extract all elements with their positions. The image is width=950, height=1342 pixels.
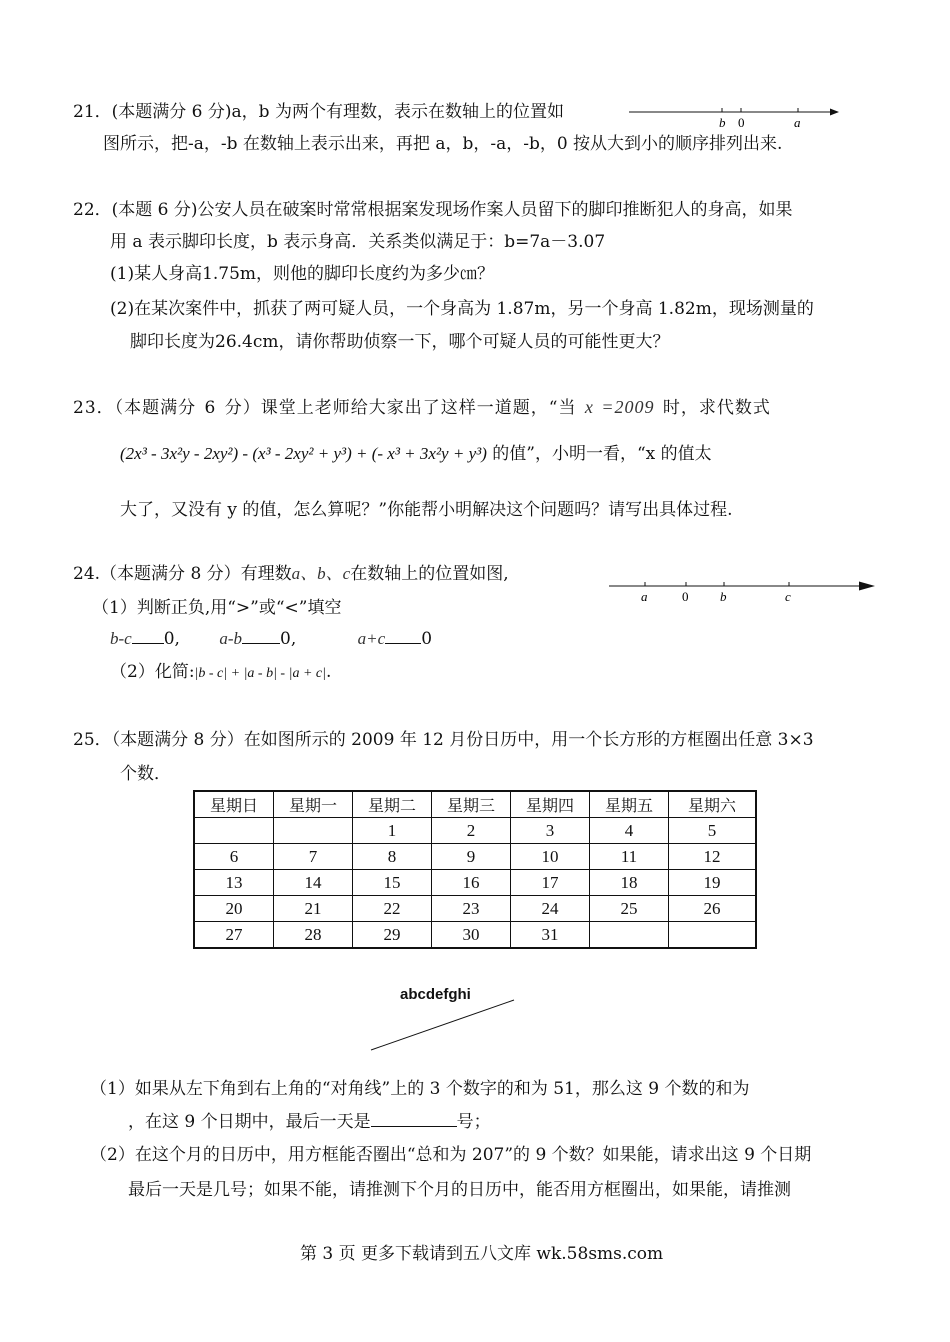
q25-figure-label: abcdefghi — [400, 986, 471, 1003]
q24-blank-3[interactable] — [385, 627, 421, 644]
q25-sub1-line1: （1）如果从左下角到右上角的“对角线”上的 3 个数字的和为 51，那么这 9 个数的和为 — [90, 1079, 750, 1099]
calendar-cell: 20 — [194, 896, 274, 922]
q23-line2 — [120, 442, 712, 466]
calendar-cell: 14 — [274, 870, 353, 896]
calendar-row — [194, 870, 756, 896]
q24-axis-label-0: 0 — [682, 589, 689, 604]
calendar-cell: 27 — [194, 922, 274, 949]
q24-vars: a、b、c — [291, 564, 351, 583]
calendar-cell: 9 — [432, 844, 511, 870]
q24-text-a: 24.（本题满分 8 分）有理数 — [73, 564, 292, 584]
q21-axis-label-b: b — [719, 115, 726, 130]
calendar-cell: 5 — [669, 818, 757, 844]
calendar-cell: 29 — [353, 922, 432, 949]
calendar-row — [194, 896, 756, 922]
q21-axis-label-a: a — [794, 115, 801, 130]
q24-axis-label-c: c — [785, 589, 791, 604]
calendar-header-cell: 星期三 — [432, 791, 511, 818]
q25-sub2-line1: （2）在这个月的日历中，用方框能否圈出“总和为 207”的 9 个数？如果能，请求出这 9 个日期 — [90, 1145, 812, 1165]
calendar-header-row — [194, 791, 756, 818]
q23-text-a: 23．（本题满分 6 分）课堂上老师给大家出了这样一道题，“当 — [73, 398, 577, 418]
calendar-cell: 19 — [669, 870, 757, 896]
calendar-header-cell: 星期四 — [511, 791, 590, 818]
calendar-cell: 10 — [511, 844, 590, 870]
q24-zero-1: 0, — [163, 629, 180, 649]
calendar-table — [193, 790, 757, 949]
calendar-cell: 11 — [590, 844, 669, 870]
q22-line2: 用 a 表示脚印长度，b 表示身高．关系类似满足于：b=7a－3.07 — [110, 232, 606, 252]
calendar-cell — [590, 922, 669, 949]
q24-expr-2: a-b — [219, 629, 243, 648]
calendar-cell: 16 — [432, 870, 511, 896]
calendar-header-cell: 星期六 — [669, 791, 757, 818]
q23-text-c: 的值”，小明一看，“x 的值太 — [492, 444, 712, 464]
calendar-cell: 25 — [590, 896, 669, 922]
calendar-header-cell: 星期日 — [194, 791, 274, 818]
calendar-header-cell: 星期二 — [353, 791, 432, 818]
q24-expr-3: a+c — [357, 629, 386, 648]
q24-blank-1[interactable] — [132, 627, 164, 644]
calendar-cell: 15 — [353, 870, 432, 896]
q25-sub1-text-b: 号； — [456, 1112, 491, 1132]
calendar-row — [194, 844, 756, 870]
calendar-cell: 2 — [432, 818, 511, 844]
q25-sub1-blank[interactable] — [371, 1110, 457, 1127]
q24-axis-label-a: a — [641, 589, 648, 604]
calendar-cell: 30 — [432, 922, 511, 949]
q22-line1: 22．(本题 6 分)公安人员在破案时常常根据案发现场作案人员留下的脚印推断犯人的身高，如果 — [73, 200, 793, 220]
q24-line1 — [73, 562, 509, 586]
calendar-row — [194, 818, 756, 844]
q25-sub1-line2 — [128, 1110, 491, 1134]
q23-text-b: 时，求代数式 — [662, 398, 771, 418]
q22-line3: (1)某人身高1.75m，则他的脚印长度约为多少㎝？ — [110, 264, 495, 284]
q21-number-line — [625, 100, 845, 134]
calendar-cell: 21 — [274, 896, 353, 922]
q22-line5: 脚印长度为26.4cm，请你帮助侦察一下，哪个可疑人员的可能性更大？ — [130, 332, 670, 352]
calendar-cell: 28 — [274, 922, 353, 949]
q24-line2: （1）判断正负,用“>”或“<”填空 — [92, 598, 342, 618]
q25-sub2-line2: 最后一天是几号；如果不能，请推测下个月的日历中，能否用方框圈出，如果能，请推测 — [128, 1180, 791, 1200]
q25-line2: 个数． — [120, 764, 171, 784]
q24-line4 — [110, 660, 331, 686]
q24-fill-blanks — [110, 627, 432, 651]
q21-line1: 21．(本题满分 6 分)a，b 为两个有理数，表示在数轴上的位置如 — [73, 102, 564, 122]
calendar-cell: 12 — [669, 844, 757, 870]
calendar-cell: 6 — [194, 844, 274, 870]
q23-line1 — [73, 395, 771, 420]
calendar-cell: 1 — [353, 818, 432, 844]
calendar-header-cell: 星期五 — [590, 791, 669, 818]
calendar-cell: 18 — [590, 870, 669, 896]
calendar-cell — [194, 818, 274, 844]
calendar-cell: 8 — [353, 844, 432, 870]
q23-condition: x =2009 — [584, 397, 655, 417]
calendar-cell — [669, 922, 757, 949]
q24-zero-2: 0, — [280, 629, 297, 649]
q23-line3: 大了，又没有 y 的值，怎么算呢？”你能帮小明解决这个问题吗？请写出具体过程. — [120, 500, 733, 520]
q24-text-b: 在数轴上的位置如图, — [350, 564, 509, 584]
q24-simplify-label: （2）化简: — [110, 662, 195, 682]
calendar-cell: 13 — [194, 870, 274, 896]
q22-line4: (2)在某次案件中，抓获了两可疑人员，一个身高为 1.87m，另一个身高 1.82m，现场测量的 — [110, 299, 814, 319]
calendar-row — [194, 922, 756, 949]
calendar-cell: 4 — [590, 818, 669, 844]
calendar-cell: 3 — [511, 818, 590, 844]
q24-period: . — [325, 662, 332, 682]
calendar-header-cell: 星期一 — [274, 791, 353, 818]
q25-diagonal-figure — [365, 995, 520, 1055]
calendar-cell: 7 — [274, 844, 353, 870]
q25-line1: 25．（本题满分 8 分）在如图所示的 2009 年 12 月份日历中，用一个长方形的方框圈出任意 3×3 — [73, 730, 814, 750]
q24-number-line — [605, 575, 880, 609]
calendar-cell: 31 — [511, 922, 590, 949]
page-footer: 第 3 页 更多下载请到五八文库 wk.58sms.com — [300, 1244, 664, 1264]
calendar-cell: 23 — [432, 896, 511, 922]
calendar-cell: 17 — [511, 870, 590, 896]
q24-simplify-expr: |b - c| + |a - b| - |a + c| — [194, 666, 326, 681]
q24-axis-label-b: b — [720, 589, 727, 604]
q24-expr-1: b-c — [110, 629, 132, 648]
q24-zero-3: 0 — [421, 629, 433, 649]
calendar-cell: 26 — [669, 896, 757, 922]
q24-blank-2[interactable] — [242, 627, 280, 644]
q23-expression: (2x³ - 3x²y - 2xy²) - (x³ - 2xy² + y³) + (- x³ + 3x²y + y³) — [120, 444, 487, 463]
q21-line2: 图所示，把-a，-b 在数轴上表示出来，再把 a，b，-a，-b，0 按从大到小的顺序排列出来. — [103, 134, 783, 154]
calendar-cell: 22 — [353, 896, 432, 922]
calendar-cell: 24 — [511, 896, 590, 922]
q25-sub1-text-a: ，在这 9 个日期中，最后一天是 — [128, 1112, 371, 1132]
q21-axis-label-0: 0 — [738, 115, 745, 130]
calendar-cell — [274, 818, 353, 844]
